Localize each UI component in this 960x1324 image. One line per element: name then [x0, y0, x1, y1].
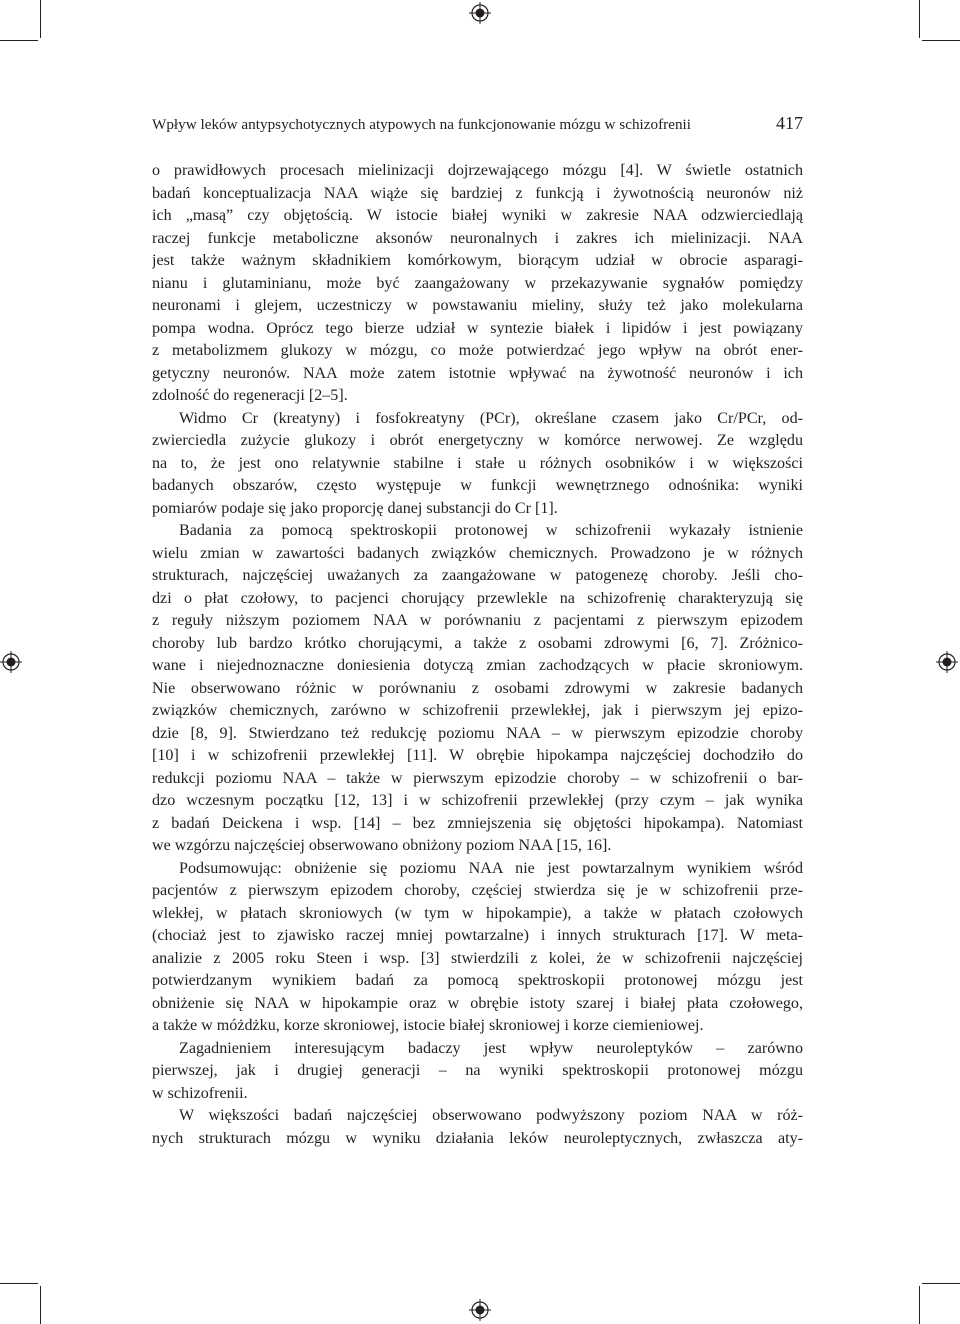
text-line: [10] i w schizofrenii przewlekłej [11]. W obrębie hipokampa najczęściej dochodziło do: [152, 747, 803, 764]
text-line: raczej funkcje metaboliczne aksonów neuronalnych i zakres ich mielinizacji. NAA: [152, 229, 803, 247]
text-line: W większości badań najczęściej obserwowano podwyższony poziom NAA w róż-: [179, 1107, 803, 1124]
running-title: Wpływ leków antypsychotycznych atypowych na funkcjonowanie mózgu w schizofrenii: [152, 116, 692, 133]
text-line: zwierciedla zużycie glukozy i obrót energetyczny w komórce nerwowej. Ze względu: [152, 432, 803, 449]
text-line: nych strukturach mózgu w wyniku działania leków neuroleptycznych, zwłaszcza aty-: [152, 1129, 803, 1147]
text-line: badań konceptualizacja NAA wiąże się bardziej z funkcją i żywotnością neuronów niż: [152, 184, 803, 202]
text-line: neuronami i glejem, uczestniczy w powstawaniu mieliny, służy też jako molekularna: [152, 297, 803, 314]
text-line: zdolność do regeneracji [2–5].: [152, 387, 348, 404]
crop-mark-top-left-vertical: [40, 0, 41, 38]
text-line: pomiarów podaje się jako proporcję danej substancji do Cr [1].: [152, 499, 558, 517]
crop-mark-bottom-right-vertical: [919, 1286, 920, 1324]
text-line: o prawidłowych procesach mielinizacji dojrzewającego mózgu [4]. W świetle ostatnich: [152, 162, 803, 179]
text-line: z reguły niższym poziomem NAA w porównaniu z pacjentami z pierwszym epizodem: [152, 612, 803, 629]
registration-mark-right-icon: [936, 651, 958, 673]
text-line: redukcji poziomu NAA – także w pierwszym epizodzie choroby – w schizofrenii o bar-: [152, 769, 803, 787]
crop-mark-bottom-right-horizontal: [922, 1283, 960, 1284]
text-line: potwierdzanym wynikiem badań za pomocą spektroskopii protonowej mózgu jest: [152, 972, 803, 989]
text-line: Nie obserwowano różnic w porównaniu z osobami zdrowymi w zakresie badanych: [152, 679, 803, 697]
text-line: strukturach, najczęściej uważanych za zaangażowane w patogenezę choroby. Jeśli cho-: [152, 567, 803, 584]
registration-mark-bottom-icon: [469, 1299, 491, 1321]
text-line: pierwszej, jak i drugiej generacji – na wyniki spektroskopii protonowej mózgu: [152, 1062, 803, 1079]
crop-mark-top-left-horizontal: [0, 40, 38, 41]
page-number: 417: [776, 113, 803, 133]
text-line: pacjentów z pierwszym epizodem choroby, częściej stwierdza się je w schizofrenii prze-: [152, 882, 803, 899]
text-line: Podsumowując: obniżenie się poziomu NAA nie jest powtarzalnym wynikiem wśród: [179, 859, 803, 877]
text-line: analizie z 2005 roku Steen i wsp. [3] stwierdzili z kolei, że w schizofrenii najczęściej: [152, 949, 803, 967]
text-line: Zagadnieniem interesującym badaczy jest wpływ neuroleptyków – zarówno: [179, 1039, 803, 1057]
text-line: z metabolizmem glukozy w mózgu, co może potwierdzać jego wpływ na obrót ener-: [152, 342, 803, 359]
text-line: dzo wczesnym początku [12, 13] i w schizofrenii przewlekłej (przy czym – jak wynika: [152, 792, 803, 809]
text-line: badanych obszarów, często występuje w funkcji wewnętrznego odnośnika: wyniki: [152, 477, 803, 494]
text-line: wielu zmian w zawartości badanych związków chemicznych. Prowadzono je w różnych: [152, 544, 803, 562]
text-line: obniżenie się NAA w hipokampie oraz w obrębie istoty szarej i białej płata czołowego,: [152, 994, 803, 1012]
text-line: w schizofrenii.: [152, 1084, 248, 1102]
text-line: ich „masą” czy objętością. W istocie białej wyniki w zakresie NAA odzwierciedlają: [152, 207, 803, 224]
crop-mark-bottom-left-vertical: [40, 1286, 41, 1324]
text-line: na to, że jest ono relatywnie stabilne i stałe u różnych osobników i w większości: [152, 454, 803, 472]
text-line: wlekłej, w płatach skroniowych (w tym w hipokampie), a także w płatach czołowych: [152, 904, 803, 922]
crop-mark-bottom-left-horizontal: [0, 1283, 38, 1284]
registration-mark-left-icon: [0, 651, 22, 673]
text-line: wane i niejednoznaczne doniesienia dotyczą zmian zachodzących w płacie skroniowym.: [152, 657, 803, 674]
body-text: [152, 160, 803, 1150]
registration-mark-top-icon: [469, 2, 491, 24]
running-head: [152, 113, 803, 139]
text-line: pompa wodna. Oprócz tego bierze udział w syntezie białek i lipidów i jest powiązany: [152, 319, 803, 337]
text-line: getyczny neuronów. NAA może zatem istotnie wpływać na żywotność neuronów i ich: [152, 364, 803, 382]
text-line: Widmo Cr (kreatyny) i fosfokreatyny (PCr), określane czasem jako Cr/PCr, od-: [179, 409, 803, 427]
text-line: jest także ważnym składnikiem komórkowym, biorącym udział w obrocie asparagi-: [152, 252, 803, 269]
text-line: (chociaż jest to zjawisko raczej mniej powtarzalne) i innych strukturach [17]. W meta-: [152, 927, 803, 944]
text-line: a także w móżdżku, korze skroniowej, istocie białej skroniowej i korze ciemieniowej.: [152, 1017, 704, 1034]
text-line: dzie [8, 9]. Stwierdzano też redukcję poziomu NAA – w pierwszym epizodzie choroby: [152, 724, 803, 742]
text-line: Badania za pomocą spektroskopii protonowej w schizofrenii wykazały istnienie: [179, 522, 803, 539]
crop-mark-top-right-vertical: [919, 0, 920, 38]
text-line: z badań Deickena i wsp. [14] – bez zmniejszenia się objętości hipokampa). Natomiast: [152, 814, 803, 832]
text-line: choroby lub bardzo krótko chorującymi, a także z osobami zdrowymi [6, 7]. Zróżnico-: [152, 634, 803, 652]
crop-mark-top-right-horizontal: [922, 40, 960, 41]
text-line: we wzgórzu najczęściej obserwowano obniżony poziom NAA [15, 16].: [152, 837, 612, 854]
text-line: dzi o płat czołowy, to pacjenci chorujący przewlekle na schizofrenię charakteryzują się: [152, 589, 803, 607]
text-line: nianu i glutaminianu, może być zaangażowany w przekazywanie sygnałów pomiędzy: [152, 274, 803, 292]
text-line: związków chemicznych, zarówno w schizofrenii przewlekłej, jak i pierwszym jej epizo-: [152, 702, 803, 719]
